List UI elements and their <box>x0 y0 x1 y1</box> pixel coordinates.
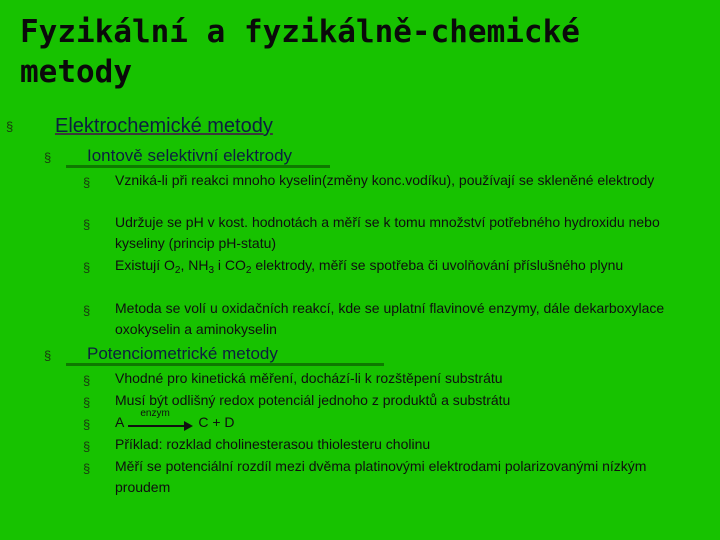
co2-subscript: 2 <box>245 265 252 276</box>
reaction-products: C + D <box>198 414 235 430</box>
bullet-s1-item-4: § <box>83 303 91 318</box>
bullet-s2-item-4: § <box>83 439 91 454</box>
s1-item-2: Udržuje se pH v kost. hodnotách a měří se k tomu množství potřebného hydroxidu nebo kyseliny (princip pH-statu) <box>115 214 660 251</box>
bullet-section-1: § <box>44 150 52 165</box>
bullet-s1-item-2: § <box>83 217 91 232</box>
nh3-subscript: 3 <box>208 265 215 276</box>
section-1-heading: Iontově selektivní elektrody <box>87 146 293 165</box>
s1-item-3-mid1: , NH <box>180 257 209 273</box>
s2-item-4: Příklad: rozklad cholinesterasou thiolesteru cholinu <box>115 436 431 452</box>
s2-item-1: Vhodné pro kinetická měření, dochází-li k rozštěpení substrátu <box>115 370 503 386</box>
reaction-arrow-label: enzym <box>140 408 170 420</box>
s1-item-1: Vzniká-li při reakci mnoho kyselin(změny konc.vodíku), používají se skleněné elektrody <box>115 172 655 188</box>
o2-subscript: 2 <box>174 265 181 276</box>
bullet-s2-item-3: § <box>83 417 91 432</box>
s2-item-3-reaction <box>115 408 695 433</box>
bullet-s1-item-1: § <box>83 175 91 190</box>
s2-item-5: Měří se potenciální rozdíl mezi dvěma platinovými elektrodami polarizovanými nízkým proudem <box>115 458 647 495</box>
s1-item-3 <box>115 255 695 276</box>
s1-item-3-mid2: i CO <box>214 257 246 273</box>
bullet-s2-item-2: § <box>83 395 91 410</box>
reaction-reactant: A <box>115 414 125 430</box>
bullet-s2-item-1: § <box>83 373 91 388</box>
s1-item-3-pre: Existují O <box>115 257 175 273</box>
s2-item-2: Musí být odlišný redox potenciál jednoho z produktů a substrátu <box>115 392 511 408</box>
bullet-s1-item-3: § <box>83 260 91 275</box>
bullet-s2-item-5: § <box>83 461 91 476</box>
bullet-level1: § <box>6 119 14 134</box>
level1-heading: Elektrochemické metody <box>55 115 273 137</box>
section-2-heading: Potenciometrické metody <box>87 344 278 363</box>
s1-item-4: Metoda se volí u oxidačních reakcí, kde se uplatní flavinové enzymy, dále dekarboxylace oxokyselin a aminokyselin <box>115 300 665 337</box>
slide-title: Fyzikální a fyzikálně-chemické metody <box>20 14 580 90</box>
s1-item-3-post: elektrody, měří se spotřeba či uvolňování příslušného plynu <box>251 257 624 273</box>
bullet-section-2: § <box>44 348 52 363</box>
reaction-arrow-icon <box>128 408 194 430</box>
